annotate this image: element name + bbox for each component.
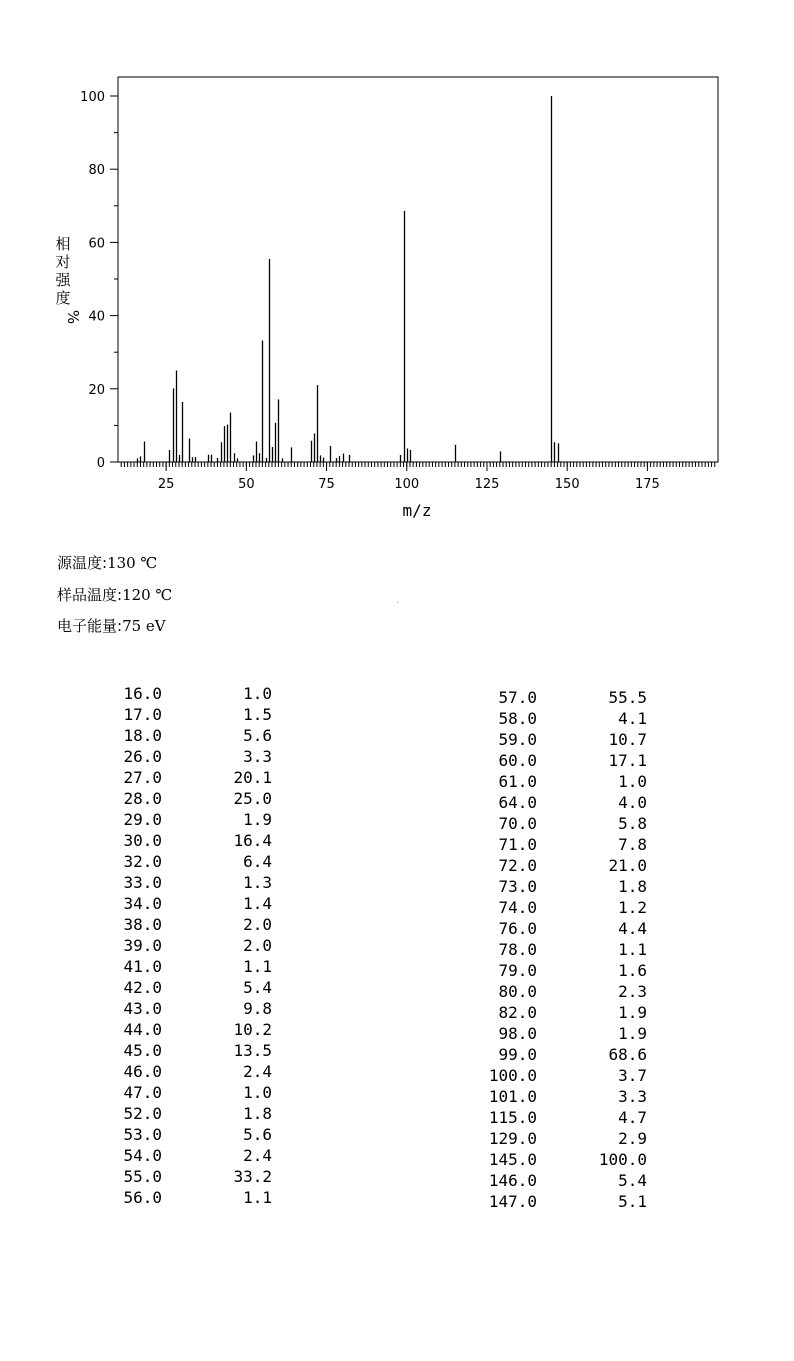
- peak-mz: 38.0: [123, 915, 162, 934]
- peak-table-row: [0, 750, 680, 771]
- peak-intensity: 13.5: [233, 1041, 272, 1060]
- peak-intensity: 10.2: [233, 1020, 272, 1039]
- x-tick-label: 25: [157, 477, 175, 492]
- peak-table-row: [0, 939, 680, 960]
- peak-table-row: [0, 729, 680, 750]
- peak-mz: 101.0: [488, 1087, 537, 1106]
- peak-intensity: 9.8: [243, 999, 272, 1018]
- electron-energy: [57, 615, 166, 636]
- peak-mz: 52.0: [123, 1104, 162, 1123]
- y-tick-label: 60: [88, 236, 105, 252]
- x-tick-label: 150: [554, 477, 580, 492]
- peak-intensity: 1.0: [618, 772, 647, 791]
- peak-mz: 44.0: [123, 1020, 162, 1039]
- spectrum-peaks: [138, 96, 559, 462]
- sample-temperature: [57, 584, 172, 605]
- peak-intensity: 5.6: [243, 1125, 272, 1144]
- peak-intensity: 4.0: [618, 793, 647, 812]
- peak-mz: 58.0: [498, 709, 537, 728]
- peak-intensity: 1.1: [618, 940, 647, 959]
- peak-intensity: 1.9: [618, 1003, 647, 1022]
- peak-mz: 33.0: [123, 873, 162, 892]
- peak-intensity: 2.0: [243, 936, 272, 955]
- peak-mz: 64.0: [498, 793, 537, 812]
- y-axis-label-char: 度: [55, 289, 71, 307]
- peak-intensity: 1.0: [243, 1083, 272, 1102]
- peak-intensity: 100.0: [598, 1150, 647, 1169]
- peak-mz: 34.0: [123, 894, 162, 913]
- peak-mz: 129.0: [488, 1129, 537, 1148]
- peak-intensity: 1.0: [243, 684, 272, 703]
- x-tick-label: 125: [474, 477, 500, 492]
- peak-mz: 29.0: [123, 810, 162, 829]
- peak-table-row: [0, 855, 680, 876]
- peak-mz: 27.0: [123, 768, 162, 787]
- peak-table-row: [0, 1107, 680, 1128]
- peak-intensity: 1.1: [243, 1188, 272, 1207]
- y-axis-unit: %: [64, 309, 82, 325]
- peak-mz: 100.0: [488, 1066, 537, 1085]
- peak-intensity: 5.4: [243, 978, 272, 997]
- peak-mz: 71.0: [498, 835, 537, 854]
- peak-intensity: 7.8: [618, 835, 647, 854]
- peak-intensity: 1.1: [243, 957, 272, 976]
- peak-intensity: 3.3: [618, 1087, 647, 1106]
- peak-intensity: 2.3: [618, 982, 647, 1001]
- peak-mz: 43.0: [123, 999, 162, 1018]
- peak-intensity: 25.0: [233, 789, 272, 808]
- peak-intensity: 4.1: [618, 709, 647, 728]
- peak-mz: 115.0: [488, 1108, 537, 1127]
- peak-mz: 76.0: [498, 919, 537, 938]
- peak-table-row: [0, 1128, 680, 1149]
- peak-mz: 56.0: [123, 1188, 162, 1207]
- peak-intensity: 55.5: [608, 688, 647, 707]
- peak-mz: 41.0: [123, 957, 162, 976]
- peak-mz: 18.0: [123, 726, 162, 745]
- sample-temperature-label: 样品温度:: [57, 586, 123, 604]
- peak-mz: 53.0: [123, 1125, 162, 1144]
- peak-intensity: 1.9: [618, 1024, 647, 1043]
- x-tick-label: 50: [238, 477, 255, 492]
- peak-mz: 28.0: [123, 789, 162, 808]
- x-minor-ticks: [121, 462, 715, 467]
- peak-intensity: 2.0: [243, 915, 272, 934]
- peak-mz: 74.0: [498, 898, 537, 917]
- y-axis-label-char: 相: [55, 235, 71, 253]
- y-tick-label: 40: [88, 309, 105, 325]
- peak-mz: 82.0: [498, 1003, 537, 1022]
- x-tick-label: 175: [634, 477, 660, 492]
- x-axis-label: m/z: [402, 501, 432, 520]
- peak-mz: 60.0: [498, 751, 537, 770]
- peak-intensity: 20.1: [233, 768, 272, 787]
- y-tick-label: 20: [88, 382, 105, 398]
- source-temperature-value: 130 ℃: [107, 554, 158, 572]
- peak-table-row: [0, 1002, 680, 1023]
- y-tick-label: 100: [80, 90, 105, 105]
- peak-intensity: 4.4: [618, 919, 647, 938]
- peak-table-row: [0, 687, 680, 708]
- peak-mz: 78.0: [498, 940, 537, 959]
- peak-table-row: [0, 1065, 680, 1086]
- peak-intensity: 1.3: [243, 873, 272, 892]
- y-axis-label-vertical: [55, 235, 82, 324]
- sample-temperature-value: 120 ℃: [122, 586, 173, 604]
- peak-table-row: [0, 834, 680, 855]
- peak-intensity: 2.4: [243, 1062, 272, 1081]
- peak-intensity: 3.7: [618, 1066, 647, 1085]
- peak-mz: 146.0: [488, 1171, 537, 1190]
- peak-table-row: [0, 960, 680, 981]
- peak-mz: 99.0: [498, 1045, 537, 1064]
- peak-intensity: 2.9: [618, 1129, 647, 1148]
- source-temperature: [57, 552, 157, 573]
- peak-mz: 55.0: [123, 1167, 162, 1186]
- y-tick-label: 80: [88, 163, 105, 179]
- peak-mz: 98.0: [498, 1024, 537, 1043]
- peak-table-row: [0, 1086, 680, 1107]
- peak-mz: 17.0: [123, 705, 162, 724]
- peak-mz: 59.0: [498, 730, 537, 749]
- peak-table-row: [0, 1170, 680, 1191]
- peak-mz: 16.0: [123, 684, 162, 703]
- peak-table-row: [0, 981, 680, 1002]
- x-tick-label: 75: [318, 477, 335, 492]
- peak-mz: 57.0: [498, 688, 537, 707]
- peak-intensity: 1.8: [243, 1104, 272, 1123]
- peak-intensity: 1.2: [618, 898, 647, 917]
- mass-spectrum-chart: [0, 0, 794, 540]
- peak-mz: 72.0: [498, 856, 537, 875]
- peak-table-row: [0, 1023, 680, 1044]
- peak-mz: 45.0: [123, 1041, 162, 1060]
- x-tick-label: 100: [394, 477, 420, 492]
- peak-mz: 54.0: [123, 1146, 162, 1165]
- peak-table-row: [0, 813, 680, 834]
- y-axis-ticks: [80, 90, 118, 471]
- peak-intensity: 5.6: [243, 726, 272, 745]
- peak-table-row: [0, 771, 680, 792]
- peak-table-row: [0, 1044, 680, 1065]
- electron-energy-label: 电子能量:: [57, 617, 123, 635]
- peak-mz: 39.0: [123, 936, 162, 955]
- peak-intensity: 1.8: [618, 877, 647, 896]
- peak-mz: 47.0: [123, 1083, 162, 1102]
- peak-mz: 32.0: [123, 852, 162, 871]
- peak-mz: 70.0: [498, 814, 537, 833]
- peak-table-row: [0, 876, 680, 897]
- peak-intensity: 6.4: [243, 852, 272, 871]
- peak-table-row: [0, 897, 680, 918]
- peak-intensity: 2.4: [243, 1146, 272, 1165]
- peak-intensity: 33.2: [233, 1167, 272, 1186]
- peak-intensity: 16.4: [233, 831, 272, 850]
- peak-mz: 61.0: [498, 772, 537, 791]
- electron-energy-value: 75 eV: [122, 617, 166, 635]
- peak-intensity: 68.6: [608, 1045, 647, 1064]
- peak-mz: 80.0: [498, 982, 537, 1001]
- plot-frame: [118, 77, 718, 462]
- stray-dot: [397, 602, 398, 603]
- peak-mz: 46.0: [123, 1062, 162, 1081]
- y-tick-label: 0: [96, 456, 105, 471]
- peak-mz: 42.0: [123, 978, 162, 997]
- y-axis-label-char: 强: [55, 271, 71, 289]
- peak-table-row: [0, 918, 680, 939]
- peak-table-row: [0, 1191, 680, 1212]
- peak-table-row: [0, 792, 680, 813]
- peak-mz: 147.0: [488, 1192, 537, 1211]
- peak-mz: 26.0: [123, 747, 162, 766]
- peak-intensity: 5.1: [618, 1192, 647, 1211]
- peak-intensity: 5.8: [618, 814, 647, 833]
- peak-mz: 73.0: [498, 877, 537, 896]
- peak-mz: 30.0: [123, 831, 162, 850]
- peak-intensity: 10.7: [608, 730, 647, 749]
- peak-intensity: 3.3: [243, 747, 272, 766]
- peak-table-row: [0, 708, 680, 729]
- peak-intensity: 1.9: [243, 810, 272, 829]
- peak-intensity: 4.7: [618, 1108, 647, 1127]
- peak-intensity: 1.5: [243, 705, 272, 724]
- peak-intensity: 1.6: [618, 961, 647, 980]
- peak-intensity: 21.0: [608, 856, 647, 875]
- y-axis-label-char: 对: [55, 253, 71, 271]
- peak-intensity: 5.4: [618, 1171, 647, 1190]
- source-temperature-label: 源温度:: [57, 554, 108, 572]
- peak-table-right: [0, 687, 680, 1212]
- peak-intensity: 17.1: [608, 751, 647, 770]
- peak-intensity: 1.4: [243, 894, 272, 913]
- peak-table-row: [0, 1149, 680, 1170]
- peak-mz: 145.0: [488, 1150, 537, 1169]
- peak-mz: 79.0: [498, 961, 537, 980]
